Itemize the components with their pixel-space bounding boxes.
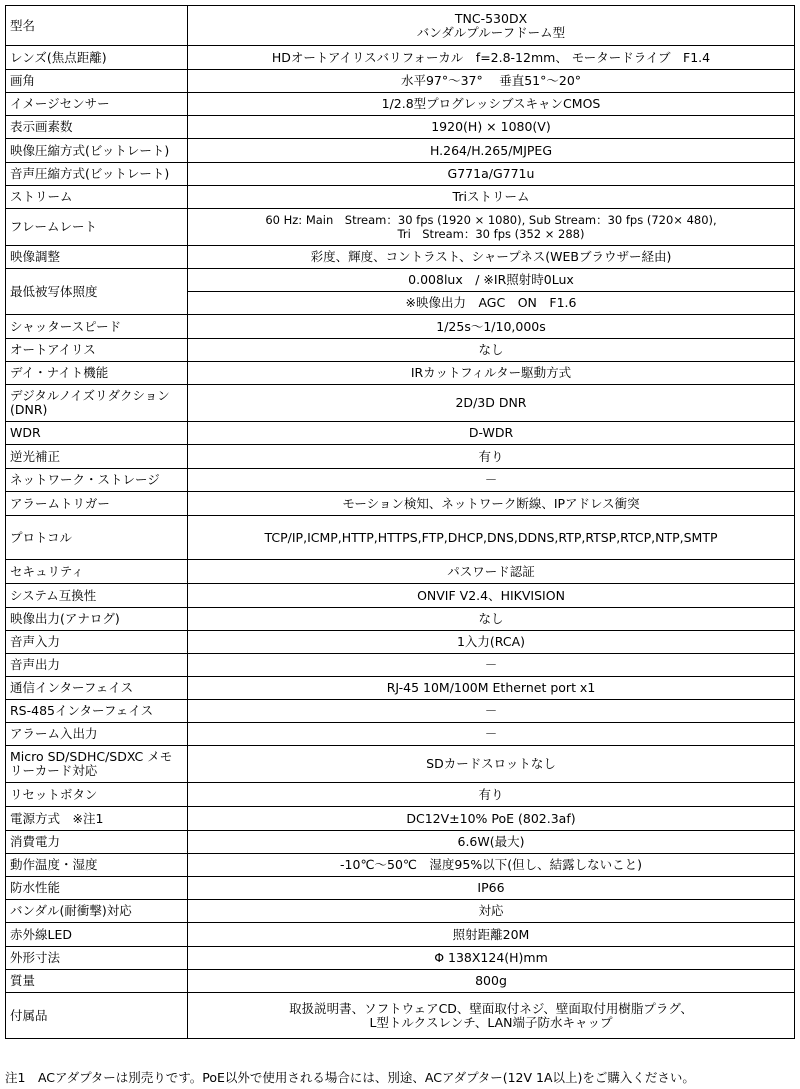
spec-row bbox=[6, 385, 795, 422]
spec-row bbox=[6, 46, 795, 70]
spec-value bbox=[188, 516, 795, 560]
spec-label: アラームトリガー bbox=[6, 492, 188, 516]
spec-row bbox=[6, 654, 795, 677]
spec-row bbox=[6, 560, 795, 584]
spec-label: 通信インターフェイス bbox=[6, 677, 188, 700]
spec-row bbox=[6, 246, 795, 269]
spec-value-line: TNC-530DX bbox=[454, 10, 528, 26]
spec-row bbox=[6, 700, 795, 723]
spec-label: デイ・ナイト機能 bbox=[6, 362, 188, 385]
spec-row bbox=[6, 445, 795, 469]
spec-row bbox=[6, 362, 795, 385]
spec-label: シャッタースピード bbox=[6, 315, 188, 339]
spec-value bbox=[188, 422, 795, 445]
spec-label: RS-485インターフェイス bbox=[6, 700, 188, 723]
spec-value-line: － bbox=[484, 703, 498, 718]
spec-label: 付属品 bbox=[6, 993, 188, 1039]
spec-value-line: SDカードスロットなし bbox=[426, 756, 556, 771]
spec-row bbox=[6, 854, 795, 877]
spec-value-line: DC12V±10% PoE (802.3af) bbox=[406, 810, 576, 826]
spec-value bbox=[188, 970, 795, 993]
spec-value bbox=[188, 877, 795, 900]
spec-row bbox=[6, 209, 795, 246]
spec-label: オートアイリス bbox=[6, 339, 188, 362]
spec-value bbox=[188, 584, 795, 608]
spec-value-line: 800g bbox=[475, 973, 507, 988]
spec-row bbox=[6, 807, 795, 831]
spec-row bbox=[6, 584, 795, 608]
spec-value bbox=[188, 139, 795, 163]
spec-label: 質量 bbox=[6, 970, 188, 993]
spec-label: 映像圧縮方式(ビットレート) bbox=[6, 139, 188, 163]
spec-row bbox=[6, 970, 795, 993]
spec-row bbox=[6, 492, 795, 516]
spec-value bbox=[188, 560, 795, 584]
spec-label: 画角 bbox=[6, 70, 188, 93]
spec-value bbox=[188, 246, 795, 269]
spec-label: プロトコル bbox=[6, 516, 188, 560]
spec-value bbox=[188, 339, 795, 362]
spec-value-line: 2D/3D DNR bbox=[455, 395, 527, 410]
spec-value bbox=[188, 723, 795, 746]
spec-value bbox=[188, 269, 795, 292]
spec-table-body bbox=[6, 6, 795, 1039]
spec-label: 音声圧縮方式(ビットレート) bbox=[6, 163, 188, 186]
spec-row bbox=[6, 723, 795, 746]
spec-value-line: D-WDR bbox=[468, 425, 514, 440]
spec-value-line: － bbox=[484, 472, 498, 487]
spec-row bbox=[6, 422, 795, 445]
spec-value-line: 対応 bbox=[478, 903, 504, 918]
spec-label: 音声入力 bbox=[6, 631, 188, 654]
spec-row bbox=[6, 116, 795, 139]
spec-row bbox=[6, 783, 795, 807]
spec-label: 外形寸法 bbox=[6, 947, 188, 970]
spec-value-line: -10℃～50℃ 湿度95%以下(但し、結露しないこと) bbox=[340, 857, 642, 872]
spec-value-line: L型トルクスレンチ、LAN端子防水キャップ bbox=[369, 1014, 613, 1030]
spec-value-line: － bbox=[484, 657, 498, 672]
spec-row bbox=[6, 6, 795, 46]
spec-value-line: ※映像出力 AGC ON F1.6 bbox=[405, 295, 577, 310]
spec-row bbox=[6, 947, 795, 970]
spec-value bbox=[188, 362, 795, 385]
spec-row bbox=[6, 70, 795, 93]
spec-row bbox=[6, 93, 795, 116]
spec-value bbox=[188, 831, 795, 854]
spec-label: ストリーム bbox=[6, 186, 188, 209]
spec-row bbox=[6, 631, 795, 654]
spec-value-line: 1920(H) × 1080(V) bbox=[431, 119, 551, 134]
spec-label: 最低被写体照度 bbox=[6, 269, 188, 315]
spec-value bbox=[188, 677, 795, 700]
spec-label: アラーム入出力 bbox=[6, 723, 188, 746]
spec-value bbox=[188, 631, 795, 654]
spec-label: システム互換性 bbox=[6, 584, 188, 608]
spec-label: 防水性能 bbox=[6, 877, 188, 900]
footnote: 注1 ACアダプターは別売りです。PoE以外で使用される場合には、別途、ACアダプター(12V 1A以上)をご購入ください。 bbox=[5, 1070, 695, 1085]
spec-label: 電源方式 ※注1 bbox=[6, 807, 188, 831]
spec-value-line: 60 Hz: Main Stream：30 fps (1920 × 1080), Sub Stream：30 fps (720× 480), bbox=[265, 213, 717, 227]
spec-label: フレームレート bbox=[6, 209, 188, 246]
spec-value bbox=[188, 70, 795, 93]
spec-value-line: バンダルプルーフドーム型 bbox=[416, 24, 566, 40]
spec-row bbox=[6, 339, 795, 362]
spec-value-line: Tri Stream：30 fps (352 × 288) bbox=[397, 227, 585, 241]
spec-value bbox=[188, 854, 795, 877]
spec-label: Micro SD/SDHC/SDXC メモリーカード対応 bbox=[6, 746, 188, 783]
spec-value bbox=[188, 492, 795, 516]
spec-value bbox=[188, 163, 795, 186]
spec-label: リセットボタン bbox=[6, 783, 188, 807]
spec-value bbox=[188, 46, 795, 70]
spec-label: 映像出力(アナログ) bbox=[6, 608, 188, 631]
spec-table bbox=[5, 5, 795, 1039]
spec-label: 逆光補正 bbox=[6, 445, 188, 469]
spec-row bbox=[6, 516, 795, 560]
spec-label: WDR bbox=[6, 422, 188, 445]
spec-row bbox=[6, 469, 795, 492]
spec-value bbox=[188, 746, 795, 783]
spec-value-line: RJ-45 10M/100M Ethernet port x1 bbox=[386, 680, 596, 695]
spec-value-line: G771a/G771u bbox=[447, 166, 535, 181]
spec-row bbox=[6, 139, 795, 163]
spec-row bbox=[6, 831, 795, 854]
spec-value bbox=[188, 315, 795, 339]
spec-value bbox=[188, 469, 795, 492]
spec-label: 赤外線LED bbox=[6, 923, 188, 947]
spec-row bbox=[6, 677, 795, 700]
spec-label: 動作温度・湿度 bbox=[6, 854, 188, 877]
spec-value-line: 6.6W(最大) bbox=[457, 834, 525, 849]
spec-value-line: なし bbox=[478, 611, 504, 626]
spec-value-line: TCP/IP,ICMP,HTTP,HTTPS,FTP,DHCP,DNS,DDNS,RTP,RTSP,RTCP,NTP,SMTP bbox=[264, 529, 718, 545]
spec-value bbox=[188, 783, 795, 807]
spec-value-line: HDオートアイリスバリフォーカル f=2.8-12mm、 モータードライブ F1.4 bbox=[271, 49, 711, 65]
spec-row bbox=[6, 315, 795, 339]
spec-value bbox=[188, 608, 795, 631]
spec-value-line: パスワード認証 bbox=[447, 563, 535, 579]
spec-row bbox=[6, 163, 795, 186]
spec-label: 音声出力 bbox=[6, 654, 188, 677]
spec-row bbox=[6, 900, 795, 923]
spec-value bbox=[188, 6, 795, 46]
spec-value bbox=[188, 116, 795, 139]
spec-value bbox=[188, 93, 795, 116]
spec-value-line: ONVIF V2.4、HIKVISION bbox=[417, 587, 565, 603]
spec-value-line: IRカットフィルター駆動方式 bbox=[410, 365, 572, 380]
spec-value-line: Φ 138X124(H)mm bbox=[434, 950, 548, 965]
spec-label: 型名 bbox=[6, 6, 188, 46]
spec-value-line: 1/25s～1/10,000s bbox=[436, 318, 546, 334]
spec-label: レンズ(焦点距離) bbox=[6, 46, 188, 70]
spec-value-line: － bbox=[484, 726, 498, 741]
spec-value bbox=[188, 807, 795, 831]
spec-row bbox=[6, 923, 795, 947]
spec-label: セキュリティ bbox=[6, 560, 188, 584]
spec-label: 消費電力 bbox=[6, 831, 188, 854]
spec-value-line: IP66 bbox=[477, 880, 505, 895]
spec-value-line: 照射距離20M bbox=[452, 926, 530, 942]
spec-label: イメージセンサー bbox=[6, 93, 188, 116]
spec-value bbox=[188, 186, 795, 209]
spec-row bbox=[6, 608, 795, 631]
spec-row bbox=[6, 746, 795, 783]
spec-value-line: 0.008lux / ※IR照射時0Lux bbox=[408, 272, 574, 287]
spec-label: デジタルノイズリダクション (DNR) bbox=[6, 385, 188, 422]
spec-value-line: 1入力(RCA) bbox=[456, 634, 526, 649]
spec-value-line: 有り bbox=[478, 448, 504, 464]
spec-label: ネットワーク・ストレージ bbox=[6, 469, 188, 492]
spec-row bbox=[6, 269, 795, 292]
spec-row bbox=[6, 993, 795, 1039]
spec-value-line: H.264/H.265/MJPEG bbox=[429, 142, 553, 158]
spec-value bbox=[188, 700, 795, 723]
spec-value-line: なし bbox=[478, 342, 504, 357]
spec-row bbox=[6, 877, 795, 900]
spec-value bbox=[188, 993, 795, 1039]
spec-value bbox=[188, 209, 795, 246]
spec-value bbox=[188, 385, 795, 422]
spec-value-line: Triストリーム bbox=[452, 189, 530, 204]
spec-label: 映像調整 bbox=[6, 246, 188, 269]
spec-value bbox=[188, 292, 795, 315]
spec-value bbox=[188, 947, 795, 970]
spec-value-line: 彩度、輝度、コントラスト、シャープネス(WEBブラウザー経由) bbox=[310, 249, 672, 264]
spec-value bbox=[188, 654, 795, 677]
spec-value bbox=[188, 445, 795, 469]
spec-value-line: モーション検知、ネットワーク断線、IPアドレス衝突 bbox=[342, 495, 640, 511]
spec-value-line: 1/2.8型プログレッシブスキャンCMOS bbox=[381, 96, 601, 111]
spec-value-line: 水平97°～37° 垂直51°～20° bbox=[400, 73, 582, 88]
spec-value-line: 有り bbox=[478, 786, 504, 802]
spec-value-line: 取扱説明書、ソフトウェアCD、壁面取付ネジ、壁面取付用樹脂プラグ、 bbox=[289, 1000, 693, 1016]
spec-value bbox=[188, 923, 795, 947]
spec-label: バンダル(耐衝撃)対応 bbox=[6, 900, 188, 923]
spec-label: 表示画素数 bbox=[6, 116, 188, 139]
spec-value bbox=[188, 900, 795, 923]
spec-row bbox=[6, 186, 795, 209]
